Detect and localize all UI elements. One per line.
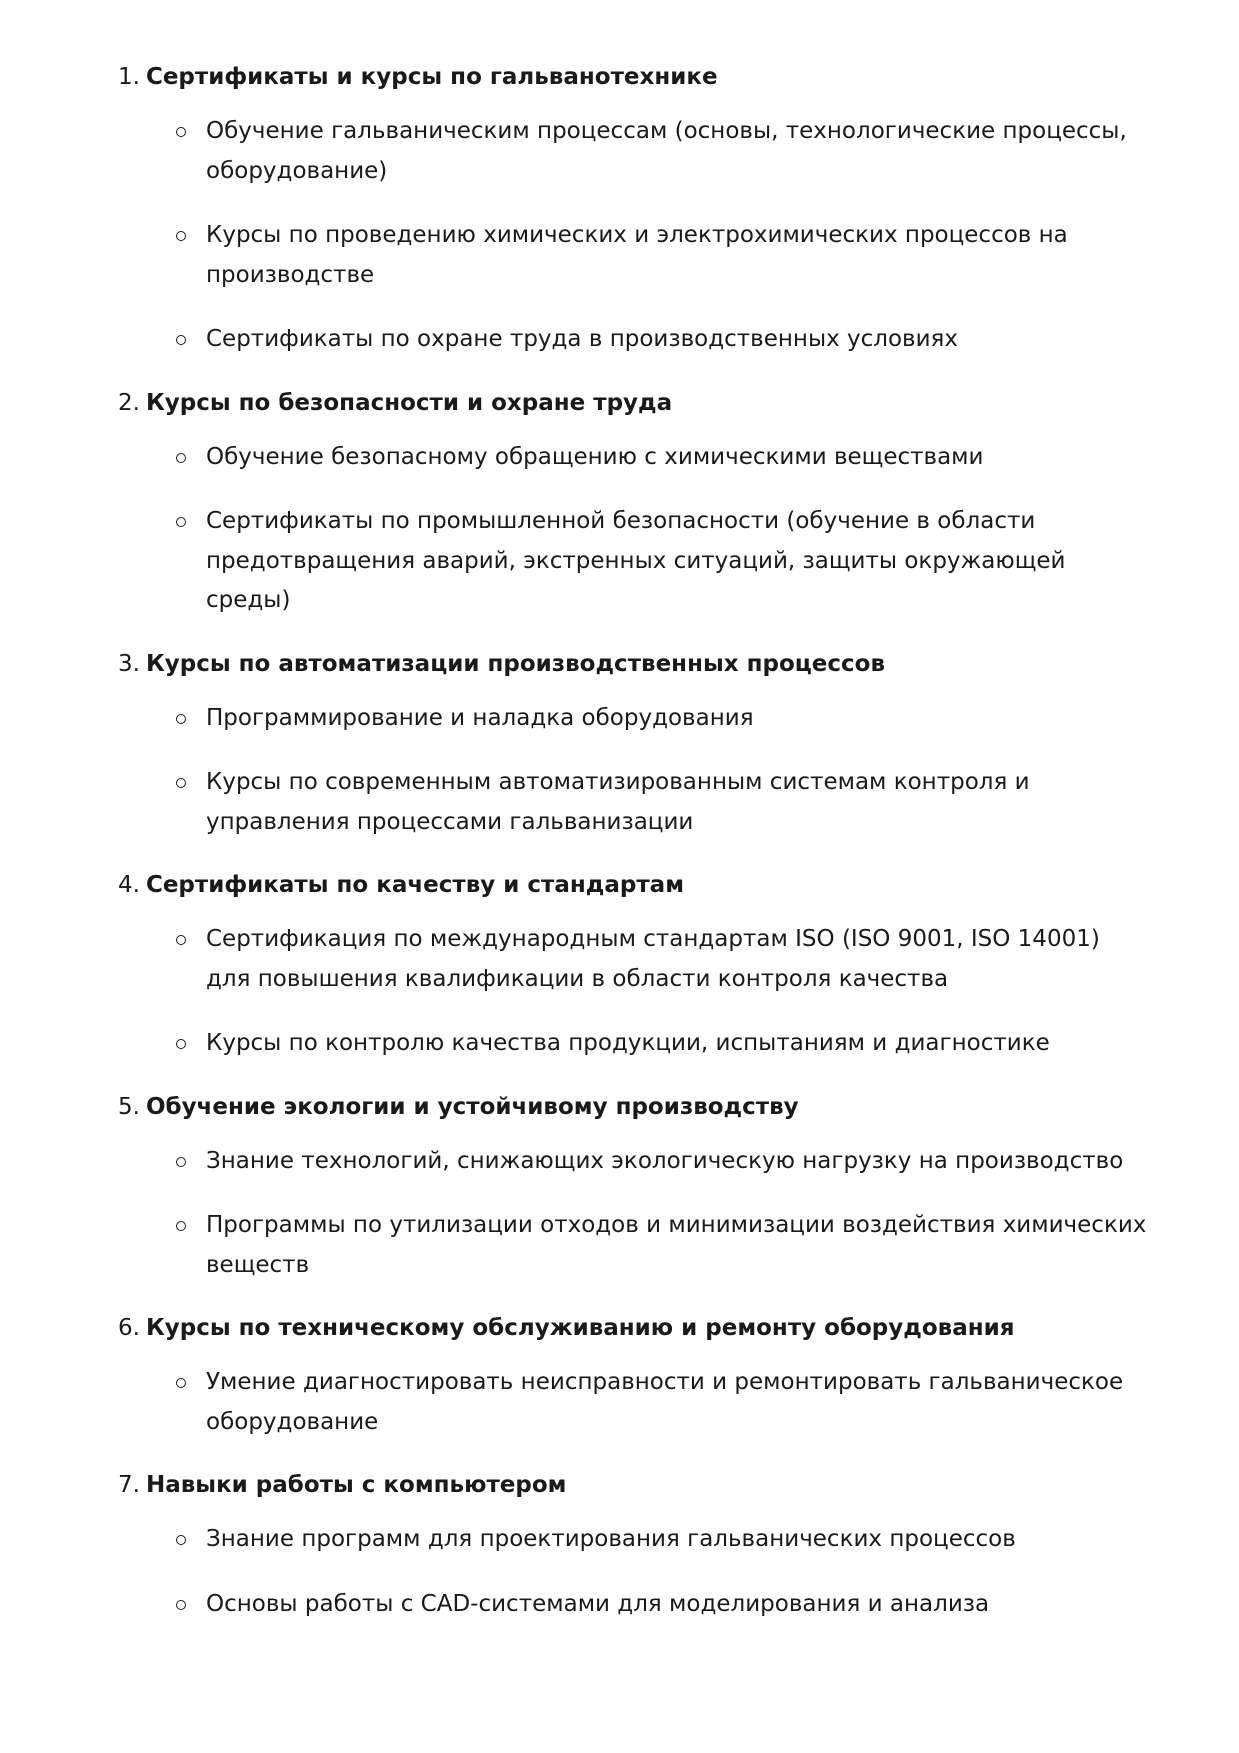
list-item-text: Знание технологий, снижающих экологическую нагрузку на производство [206,1147,1124,1174]
list-item [180,699,1149,739]
circle-bullet-icon [176,1378,186,1388]
section-4 [118,864,1149,1064]
list-item-text: Обучение безопасному обращению с химическими веществами [206,443,984,470]
list-item [180,920,1149,999]
section-title: Обучение экологии и устойчивому производству [145,1093,799,1120]
section-number: 4. [118,872,140,898]
section-heading [118,1086,1149,1128]
list-item-text: Сертификаты по охране труда в производственных условиях [206,326,959,352]
section-heading [118,643,1149,685]
section-number: 5. [118,1093,140,1120]
section-1 [118,56,1149,360]
list-item [180,112,1149,191]
circle-bullet-icon [176,1157,186,1167]
list-item-text: Курсы по контролю качества продукции, испытаниям и диагностике [206,1030,1050,1056]
circle-bullet-icon [176,231,186,241]
bullet-list [118,438,1149,621]
list-item-text: Программы по утилизации отходов и минимизации воздействия химических веществ [206,1212,1147,1278]
list-item [180,502,1149,621]
circle-bullet-icon [176,1600,186,1610]
circle-bullet-icon [176,1221,186,1231]
circle-bullet-icon [176,1535,186,1545]
section-heading [118,382,1149,424]
list-item [180,1206,1149,1285]
section-title: Сертификаты и курсы по гальванотехнике [145,64,718,90]
section-number: 6. [118,1315,140,1341]
list-item [180,1585,1149,1625]
section-title: Сертификаты по качеству и стандартам [145,872,684,898]
list-item-text: Обучение гальваническим процессам (основы, технологические процессы, оборудование) [206,118,1127,184]
list-item-text: Курсы по современным автоматизированным системам контроля и управления процессами гальванизации [206,769,1030,835]
section-heading [118,864,1149,906]
bullet-list [118,699,1149,843]
list-item [180,438,1149,478]
list-item [180,1363,1149,1442]
list-item-text: Программирование и наладка оборудования [206,704,754,731]
section-heading [118,1464,1149,1506]
circle-bullet-icon [176,453,186,463]
circle-bullet-icon [176,517,186,527]
list-item [180,216,1149,295]
section-heading [118,1307,1149,1349]
section-number: 2. [118,389,140,416]
list-item-text: Знание программ для проектирования гальванических процессов [206,1526,1016,1552]
list-item [180,1142,1149,1182]
section-6 [118,1307,1149,1442]
section-list [118,56,1149,1624]
list-item-text: Сертификаты по промышленной безопасности (обучение в области предотвращения аварий, экстренных ситуаций, защиты окружающей среды) [206,508,1066,613]
section-number: 3. [118,650,140,677]
list-item [180,320,1149,360]
list-item-text: Основы работы с CAD-системами для моделирования и анализа [206,1590,990,1617]
circle-bullet-icon [176,127,186,137]
section-5 [118,1086,1149,1286]
list-item-text: Умение диагностировать неисправности и ремонтировать гальваническое оборудование [206,1369,1124,1435]
section-number: 7. [118,1472,140,1498]
circle-bullet-icon [176,714,186,724]
section-title: Курсы по техническому обслуживанию и ремонту оборудования [145,1315,1015,1341]
section-title: Навыки работы с компьютером [145,1472,567,1498]
bullet-list [118,1520,1149,1624]
circle-bullet-icon [176,1039,186,1049]
list-item [180,763,1149,842]
circle-bullet-icon [176,935,186,945]
bullet-list [118,112,1149,360]
list-item-text: Сертификация по международным стандартам ISO (ISO 9001, ISO 14001) для повышения квалификации в области контроля качества [206,926,1100,992]
section-2 [118,382,1149,621]
section-number: 1. [118,64,140,90]
section-3 [118,643,1149,843]
circle-bullet-icon [176,778,186,788]
bullet-list [118,1142,1149,1286]
circle-bullet-icon [176,335,186,345]
list-item-text: Курсы по проведению химических и электрохимических процессов на производстве [206,222,1068,288]
section-title: Курсы по безопасности и охране труда [145,389,673,416]
section-heading [118,56,1149,98]
bullet-list [118,920,1149,1064]
bullet-list [118,1363,1149,1442]
list-item [180,1520,1149,1560]
section-title: Курсы по автоматизации производственных процессов [145,650,886,677]
section-7 [118,1464,1149,1624]
list-item [180,1024,1149,1064]
